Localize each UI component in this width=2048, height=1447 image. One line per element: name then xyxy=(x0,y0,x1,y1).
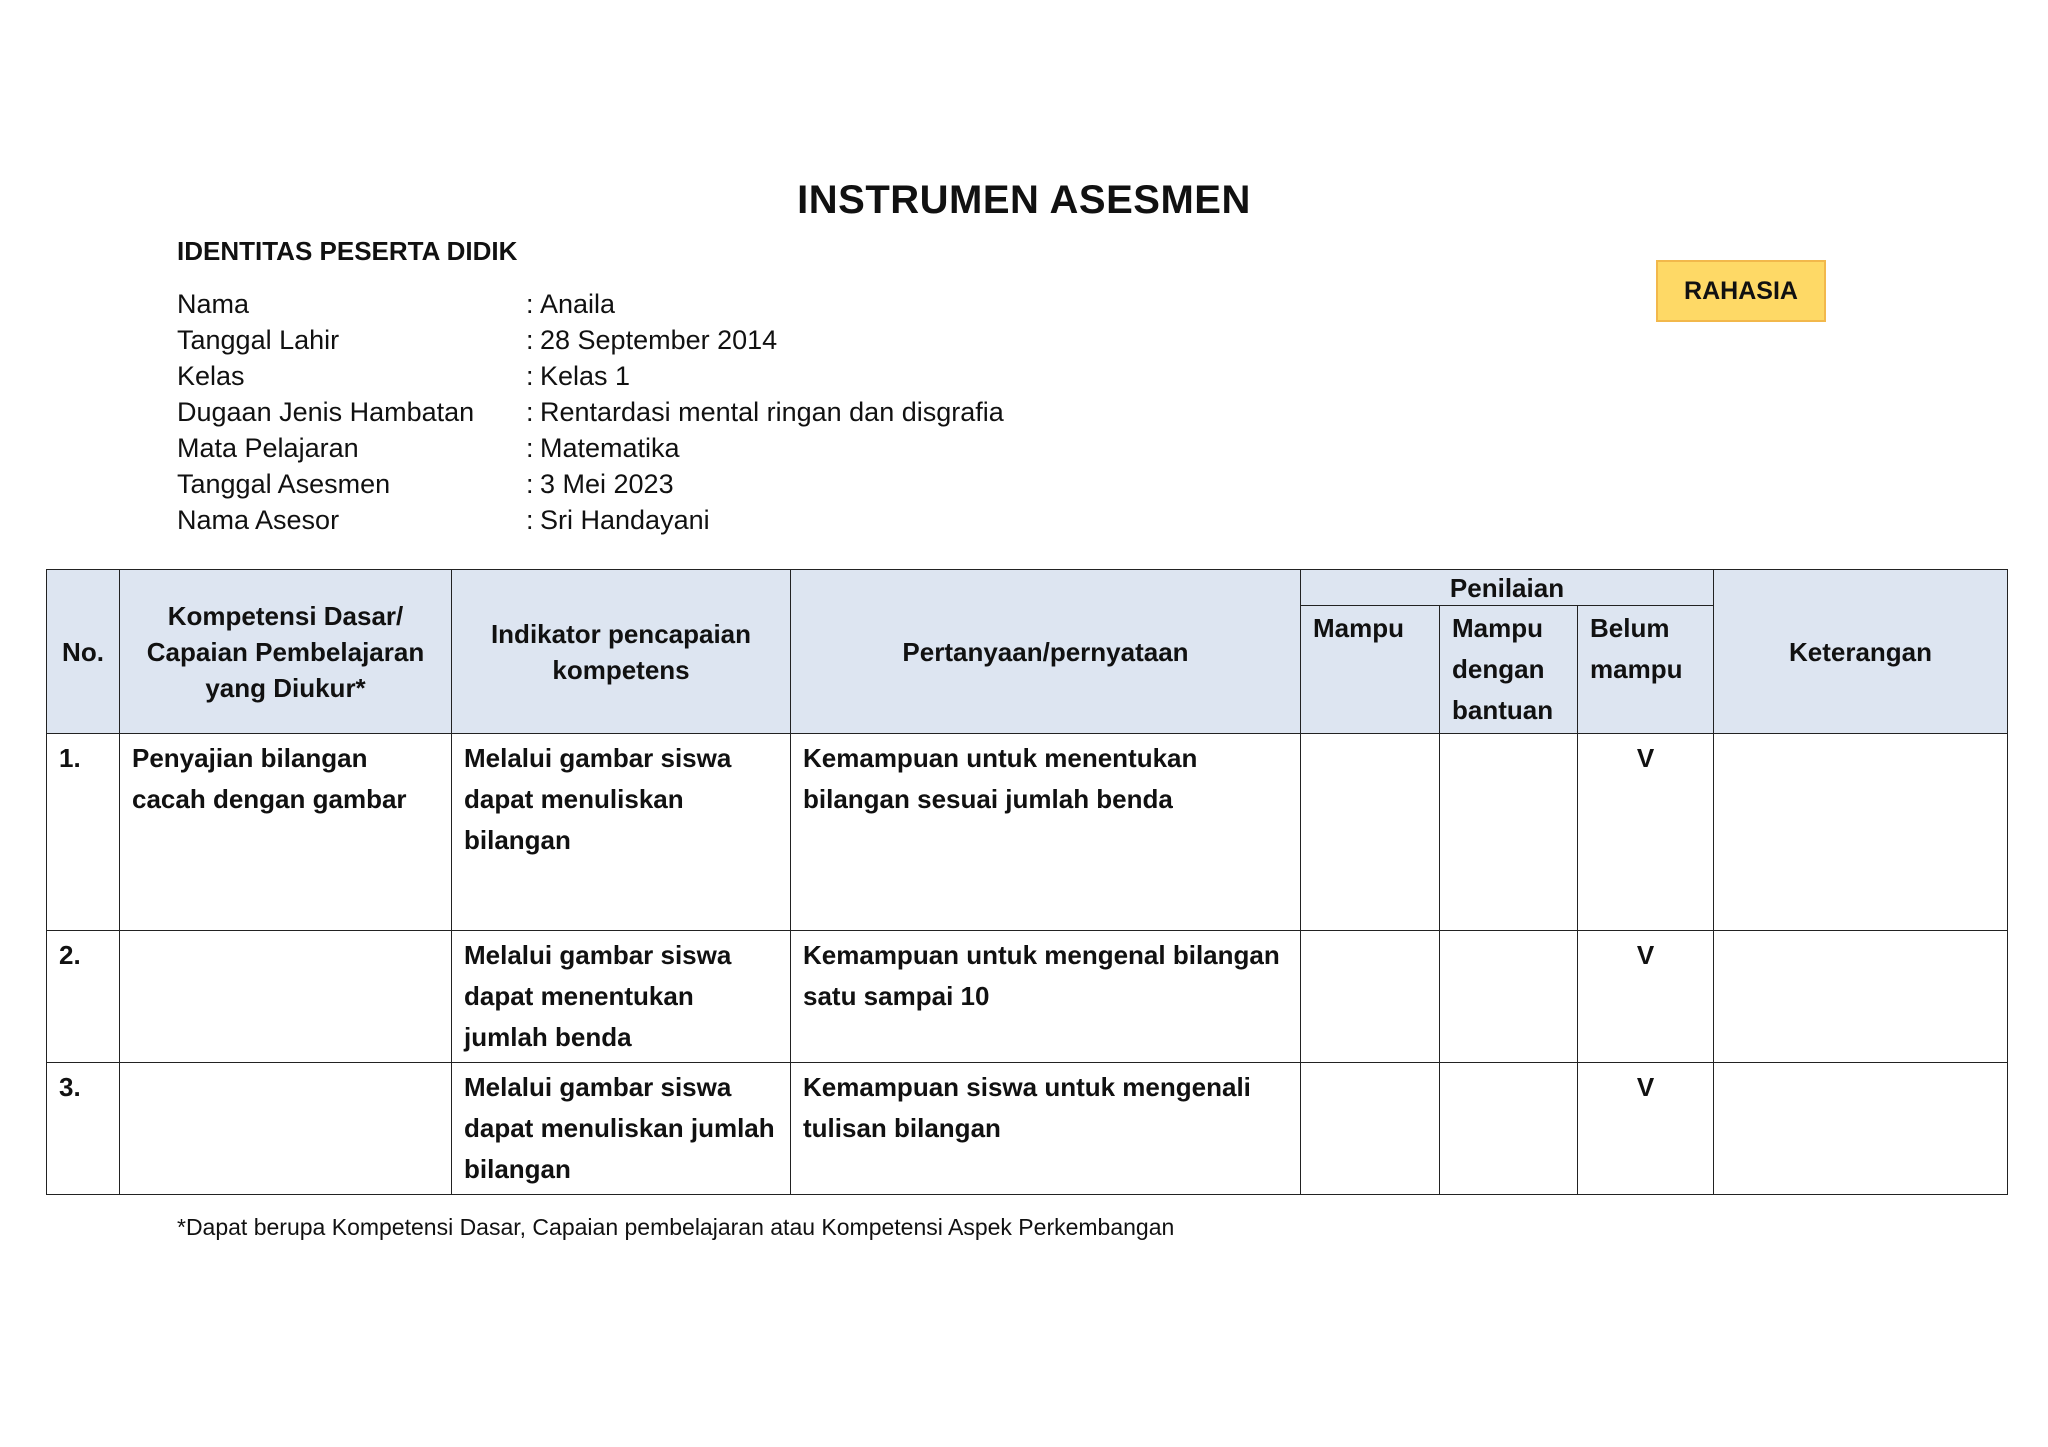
cell-belum-mampu: V xyxy=(1578,931,1714,1063)
cell-no: 3. xyxy=(47,1063,120,1195)
column-header-kompetensi: Kompetensi Dasar/ Capaian Pembelajaran yang Diukur* xyxy=(120,570,452,734)
table-row xyxy=(47,734,2008,931)
identity-row-nama-asesor xyxy=(177,502,1004,538)
identity-value: 3 Mei 2023 xyxy=(540,469,674,499)
table-row xyxy=(47,1063,2008,1195)
cell-indikator: Melalui gambar siswa dapat menentukan jumlah benda xyxy=(452,931,791,1063)
identity-colon: : xyxy=(526,325,534,355)
identity-colon: : xyxy=(526,469,534,499)
identity-row-mata-pelajaran xyxy=(177,430,1004,466)
identity-colon: : xyxy=(526,397,534,427)
cell-kompetensi: Penyajian bilangan cacah dengan gambar xyxy=(120,734,452,931)
cell-keterangan xyxy=(1714,931,2008,1063)
identity-row-tanggal-asesmen xyxy=(177,466,1004,502)
table-header-row xyxy=(47,570,2008,606)
cell-kompetensi xyxy=(120,1063,452,1195)
identity-value: Matematika xyxy=(540,433,680,463)
cell-mampu xyxy=(1301,734,1440,931)
identity-value: 28 September 2014 xyxy=(540,325,778,355)
cell-mampu xyxy=(1301,1063,1440,1195)
column-header-mampu: Mampu xyxy=(1301,606,1440,734)
cell-keterangan xyxy=(1714,1063,2008,1195)
cell-pertanyaan: Kemampuan untuk menentukan bilangan sesuai jumlah benda xyxy=(791,734,1301,931)
identity-row-tanggal-lahir xyxy=(177,322,1004,358)
cell-pertanyaan: Kemampuan siswa untuk mengenali tulisan bilangan xyxy=(791,1063,1301,1195)
identity-label: Dugaan Jenis Hambatan xyxy=(177,397,475,427)
identity-value: Rentardasi mental ringan dan disgrafia xyxy=(540,397,1004,427)
identity-label: Mata Pelajaran xyxy=(177,433,359,463)
column-header-indikator: Indikator pencapaian kompetens xyxy=(452,570,791,734)
table-row xyxy=(47,931,2008,1063)
cell-kompetensi xyxy=(120,931,452,1063)
identity-list xyxy=(177,286,1004,538)
identity-value: Sri Handayani xyxy=(540,505,710,535)
cell-belum-mampu: V xyxy=(1578,1063,1714,1195)
section-heading-identity: IDENTITAS PESERTA DIDIK xyxy=(177,236,518,266)
identity-value: Kelas 1 xyxy=(540,361,631,391)
cell-no: 2. xyxy=(47,931,120,1063)
cell-mampu-dengan-bantuan xyxy=(1440,931,1578,1063)
identity-row-kelas xyxy=(177,358,1004,394)
column-header-no: No. xyxy=(47,570,120,734)
column-header-belum-mampu: Belum mampu xyxy=(1578,606,1714,734)
document-title: INSTRUMEN ASESMEN xyxy=(797,178,1251,222)
identity-label: Nama xyxy=(177,289,250,319)
identity-label: Tanggal Lahir xyxy=(177,325,340,355)
cell-indikator: Melalui gambar siswa dapat menuliskan bilangan xyxy=(452,734,791,931)
column-header-mampu-dengan-bantuan: Mampu dengan bantuan xyxy=(1440,606,1578,734)
cell-pertanyaan: Kemampuan untuk mengenal bilangan satu sampai 10 xyxy=(791,931,1301,1063)
column-header-pertanyaan: Pertanyaan/pernyataan xyxy=(791,570,1301,734)
cell-no: 1. xyxy=(47,734,120,931)
cell-indikator: Melalui gambar siswa dapat menuliskan jumlah bilangan xyxy=(452,1063,791,1195)
identity-row-nama xyxy=(177,286,1004,322)
identity-value: Anaila xyxy=(540,289,616,319)
cell-mampu xyxy=(1301,931,1440,1063)
cell-mampu-dengan-bantuan xyxy=(1440,1063,1578,1195)
identity-colon: : xyxy=(526,361,534,391)
footnote: *Dapat berupa Kompetensi Dasar, Capaian pembelajaran atau Kompetensi Aspek Perkembangan xyxy=(177,1214,1175,1240)
cell-belum-mampu: V xyxy=(1578,734,1714,931)
identity-colon: : xyxy=(526,289,534,319)
identity-label: Nama Asesor xyxy=(177,505,340,535)
identity-label: Kelas xyxy=(177,361,245,391)
column-header-penilaian: Penilaian xyxy=(1301,570,1714,606)
column-header-keterangan: Keterangan xyxy=(1714,570,2008,734)
identity-label: Tanggal Asesmen xyxy=(177,469,391,499)
confidential-badge: RAHASIA xyxy=(1656,260,1826,322)
assessment-table xyxy=(46,569,2008,1195)
identity-row-dugaan-hambatan xyxy=(177,394,1004,430)
cell-mampu-dengan-bantuan xyxy=(1440,734,1578,931)
identity-colon: : xyxy=(526,433,534,463)
identity-colon: : xyxy=(526,505,534,535)
cell-keterangan xyxy=(1714,734,2008,931)
